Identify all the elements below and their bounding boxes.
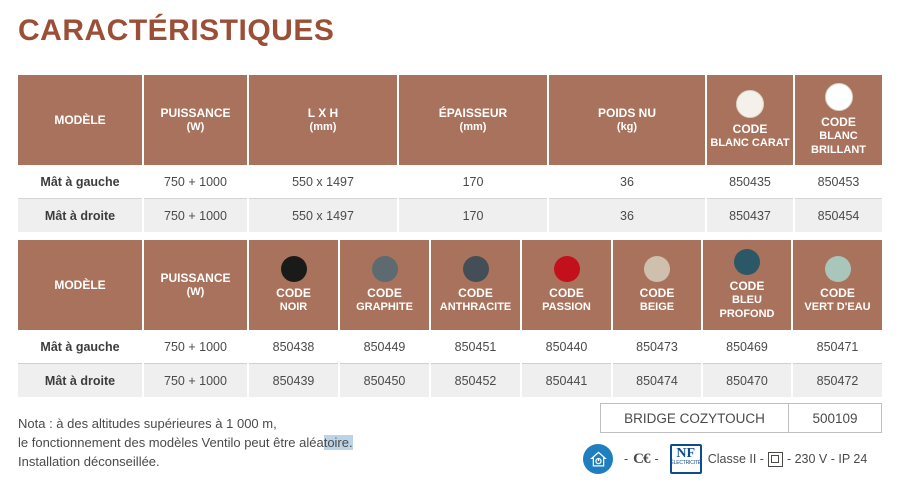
cell-code-vert-deau: 850472	[792, 364, 882, 398]
cell-poids: 36	[548, 199, 706, 233]
cell-epaisseur: 170	[398, 165, 548, 199]
nf-label: NF	[676, 446, 696, 461]
col-header-colorname: VERT D'EAU	[804, 300, 871, 313]
cell-lxh: 550 x 1497	[248, 199, 398, 233]
nota-text	[18, 415, 448, 472]
separator-dot: -	[624, 452, 629, 466]
col-header-unit: (kg)	[616, 120, 638, 133]
cell-model: Mât à droite	[18, 199, 143, 233]
cell-code-noir: 850438	[248, 330, 339, 364]
cozytouch-icon	[583, 444, 613, 474]
col-header-blanc-brillant	[794, 75, 882, 165]
col-header-label: CODE	[367, 285, 402, 300]
cell-code-blanc-brillant: 850454	[794, 199, 882, 233]
color-swatch-graphite	[372, 256, 398, 282]
col-header-unit: (mm)	[309, 120, 337, 133]
cell-code-beige: 850474	[612, 364, 702, 398]
nf-sublabel: ÉLECTRICITÉ	[670, 460, 701, 466]
table-row	[18, 165, 882, 199]
col-header-colorname: ANTHRACITE	[439, 300, 512, 313]
voltage-label: - 230 V - IP 24	[786, 452, 868, 466]
col-header-label: CODE	[732, 121, 768, 136]
color-swatch-anthracite	[463, 256, 489, 282]
col-header-label: PUISSANCE	[160, 105, 231, 120]
cell-model: Mât à gauche	[18, 330, 143, 364]
col-header-colorname: BLANC CARAT	[710, 136, 790, 149]
col-header-label: L X H	[307, 105, 339, 120]
col-header-poids	[548, 75, 706, 165]
cell-model: Mât à droite	[18, 364, 143, 398]
col-header-anthracite	[430, 240, 521, 330]
color-swatch-vert-deau	[825, 256, 851, 282]
cell-puissance: 750 + 1000	[143, 364, 248, 398]
cell-code-anthracite: 850452	[430, 364, 521, 398]
col-header-graphite	[339, 240, 430, 330]
color-swatch-passion	[554, 256, 580, 282]
cell-code-noir: 850439	[248, 364, 339, 398]
col-header-beige	[612, 240, 702, 330]
col-header-blanc-carat	[706, 75, 794, 165]
col-header-bleu-profond	[702, 240, 792, 330]
col-header-label: CODE	[639, 285, 675, 300]
col-header-lxh	[248, 75, 398, 165]
col-header-label: ÉPAISSEUR	[438, 105, 508, 120]
col-header-label: CODE	[549, 285, 584, 300]
col-header-puissance	[143, 75, 248, 165]
color-swatch-noir	[281, 256, 307, 282]
col-header-label: CODE	[458, 285, 493, 300]
color-swatch-bleu-profond	[734, 249, 760, 275]
cell-code-graphite: 850450	[339, 364, 430, 398]
cell-code-graphite: 850449	[339, 330, 430, 364]
col-header-unit: (W)	[186, 285, 205, 298]
table-row	[18, 364, 882, 398]
col-header-label: CODE	[820, 285, 855, 300]
col-header-label: POIDS NU	[597, 105, 656, 120]
ce-mark-icon: C€	[633, 450, 650, 467]
table-row	[18, 330, 882, 364]
cell-code-bleu-profond: 850470	[702, 364, 792, 398]
color-swatch-beige	[644, 256, 670, 282]
col-header-colorname: BLEU PROFOND	[719, 293, 775, 320]
color-swatch-blanc-carat	[736, 90, 764, 118]
table-row	[18, 199, 882, 233]
col-header-noir	[248, 240, 339, 330]
col-header-label: CODE	[276, 285, 311, 300]
cell-code-blanc-carat: 850435	[706, 165, 794, 199]
col-header-modele	[18, 240, 143, 330]
nota-line-2-text: le fonctionnement des modèles Ventilo peut être aléa	[18, 434, 324, 450]
nota-line-3: Installation déconseillée.	[18, 453, 160, 469]
class-two-icon	[768, 452, 783, 467]
cell-puissance: 750 + 1000	[143, 330, 248, 364]
separator-dot-2: -	[654, 452, 659, 466]
col-header-passion	[521, 240, 612, 330]
specs-table-colors	[18, 240, 882, 397]
cell-code-passion: 850440	[521, 330, 612, 364]
cell-model: Mât à gauche	[18, 165, 143, 199]
col-header-label: MODÈLE	[54, 112, 106, 127]
col-header-colorname: BLANC BRILLANT	[811, 129, 866, 156]
col-header-label: MODÈLE	[54, 277, 106, 292]
cell-code-anthracite: 850451	[430, 330, 521, 364]
col-header-epaisseur	[398, 75, 548, 165]
bridge-label: BRIDGE COZYTOUCH	[601, 404, 789, 432]
color-swatch-blanc-brillant	[825, 83, 853, 111]
nf-mark-icon	[670, 444, 702, 474]
cell-puissance: 750 + 1000	[143, 165, 248, 199]
cell-poids: 36	[548, 165, 706, 199]
bridge-cozytouch-row	[600, 403, 882, 433]
col-header-colorname: NOIR	[279, 300, 308, 313]
nota-line-1: Nota : à des altitudes supérieures à 1 000 m,	[18, 416, 277, 431]
col-header-colorname: PASSION	[542, 300, 591, 313]
col-header-label: PUISSANCE	[160, 270, 231, 285]
cell-puissance: 750 + 1000	[143, 199, 248, 233]
col-header-colorname: BEIGE	[639, 300, 675, 313]
col-header-unit: (W)	[186, 120, 205, 133]
table-header-row	[18, 75, 882, 165]
cell-code-vert-deau: 850471	[792, 330, 882, 364]
cell-epaisseur: 170	[398, 199, 548, 233]
col-header-colorname: GRAPHITE	[356, 300, 413, 313]
class-label: Classe II -	[707, 452, 764, 466]
cell-code-passion: 850441	[521, 364, 612, 398]
col-header-vert-deau	[792, 240, 882, 330]
nota-line-2	[18, 434, 448, 453]
page-title: CARACTÉRISTIQUES	[18, 14, 335, 47]
nota-highlight: toire.	[323, 434, 353, 450]
col-header-modele	[18, 75, 143, 165]
certification-line	[583, 444, 867, 474]
cell-code-bleu-profond: 850469	[702, 330, 792, 364]
bridge-code: 500109	[812, 410, 858, 426]
specs-table-white	[18, 75, 882, 232]
table-header-row	[18, 240, 882, 330]
cell-code-beige: 850473	[612, 330, 702, 364]
cell-code-blanc-brillant: 850453	[794, 165, 882, 199]
cell-code-blanc-carat: 850437	[706, 199, 794, 233]
col-header-unit: (mm)	[459, 120, 487, 133]
col-header-puissance	[143, 240, 248, 330]
col-header-label: CODE	[821, 114, 856, 129]
col-header-label: CODE	[729, 278, 765, 293]
cell-lxh: 550 x 1497	[248, 165, 398, 199]
